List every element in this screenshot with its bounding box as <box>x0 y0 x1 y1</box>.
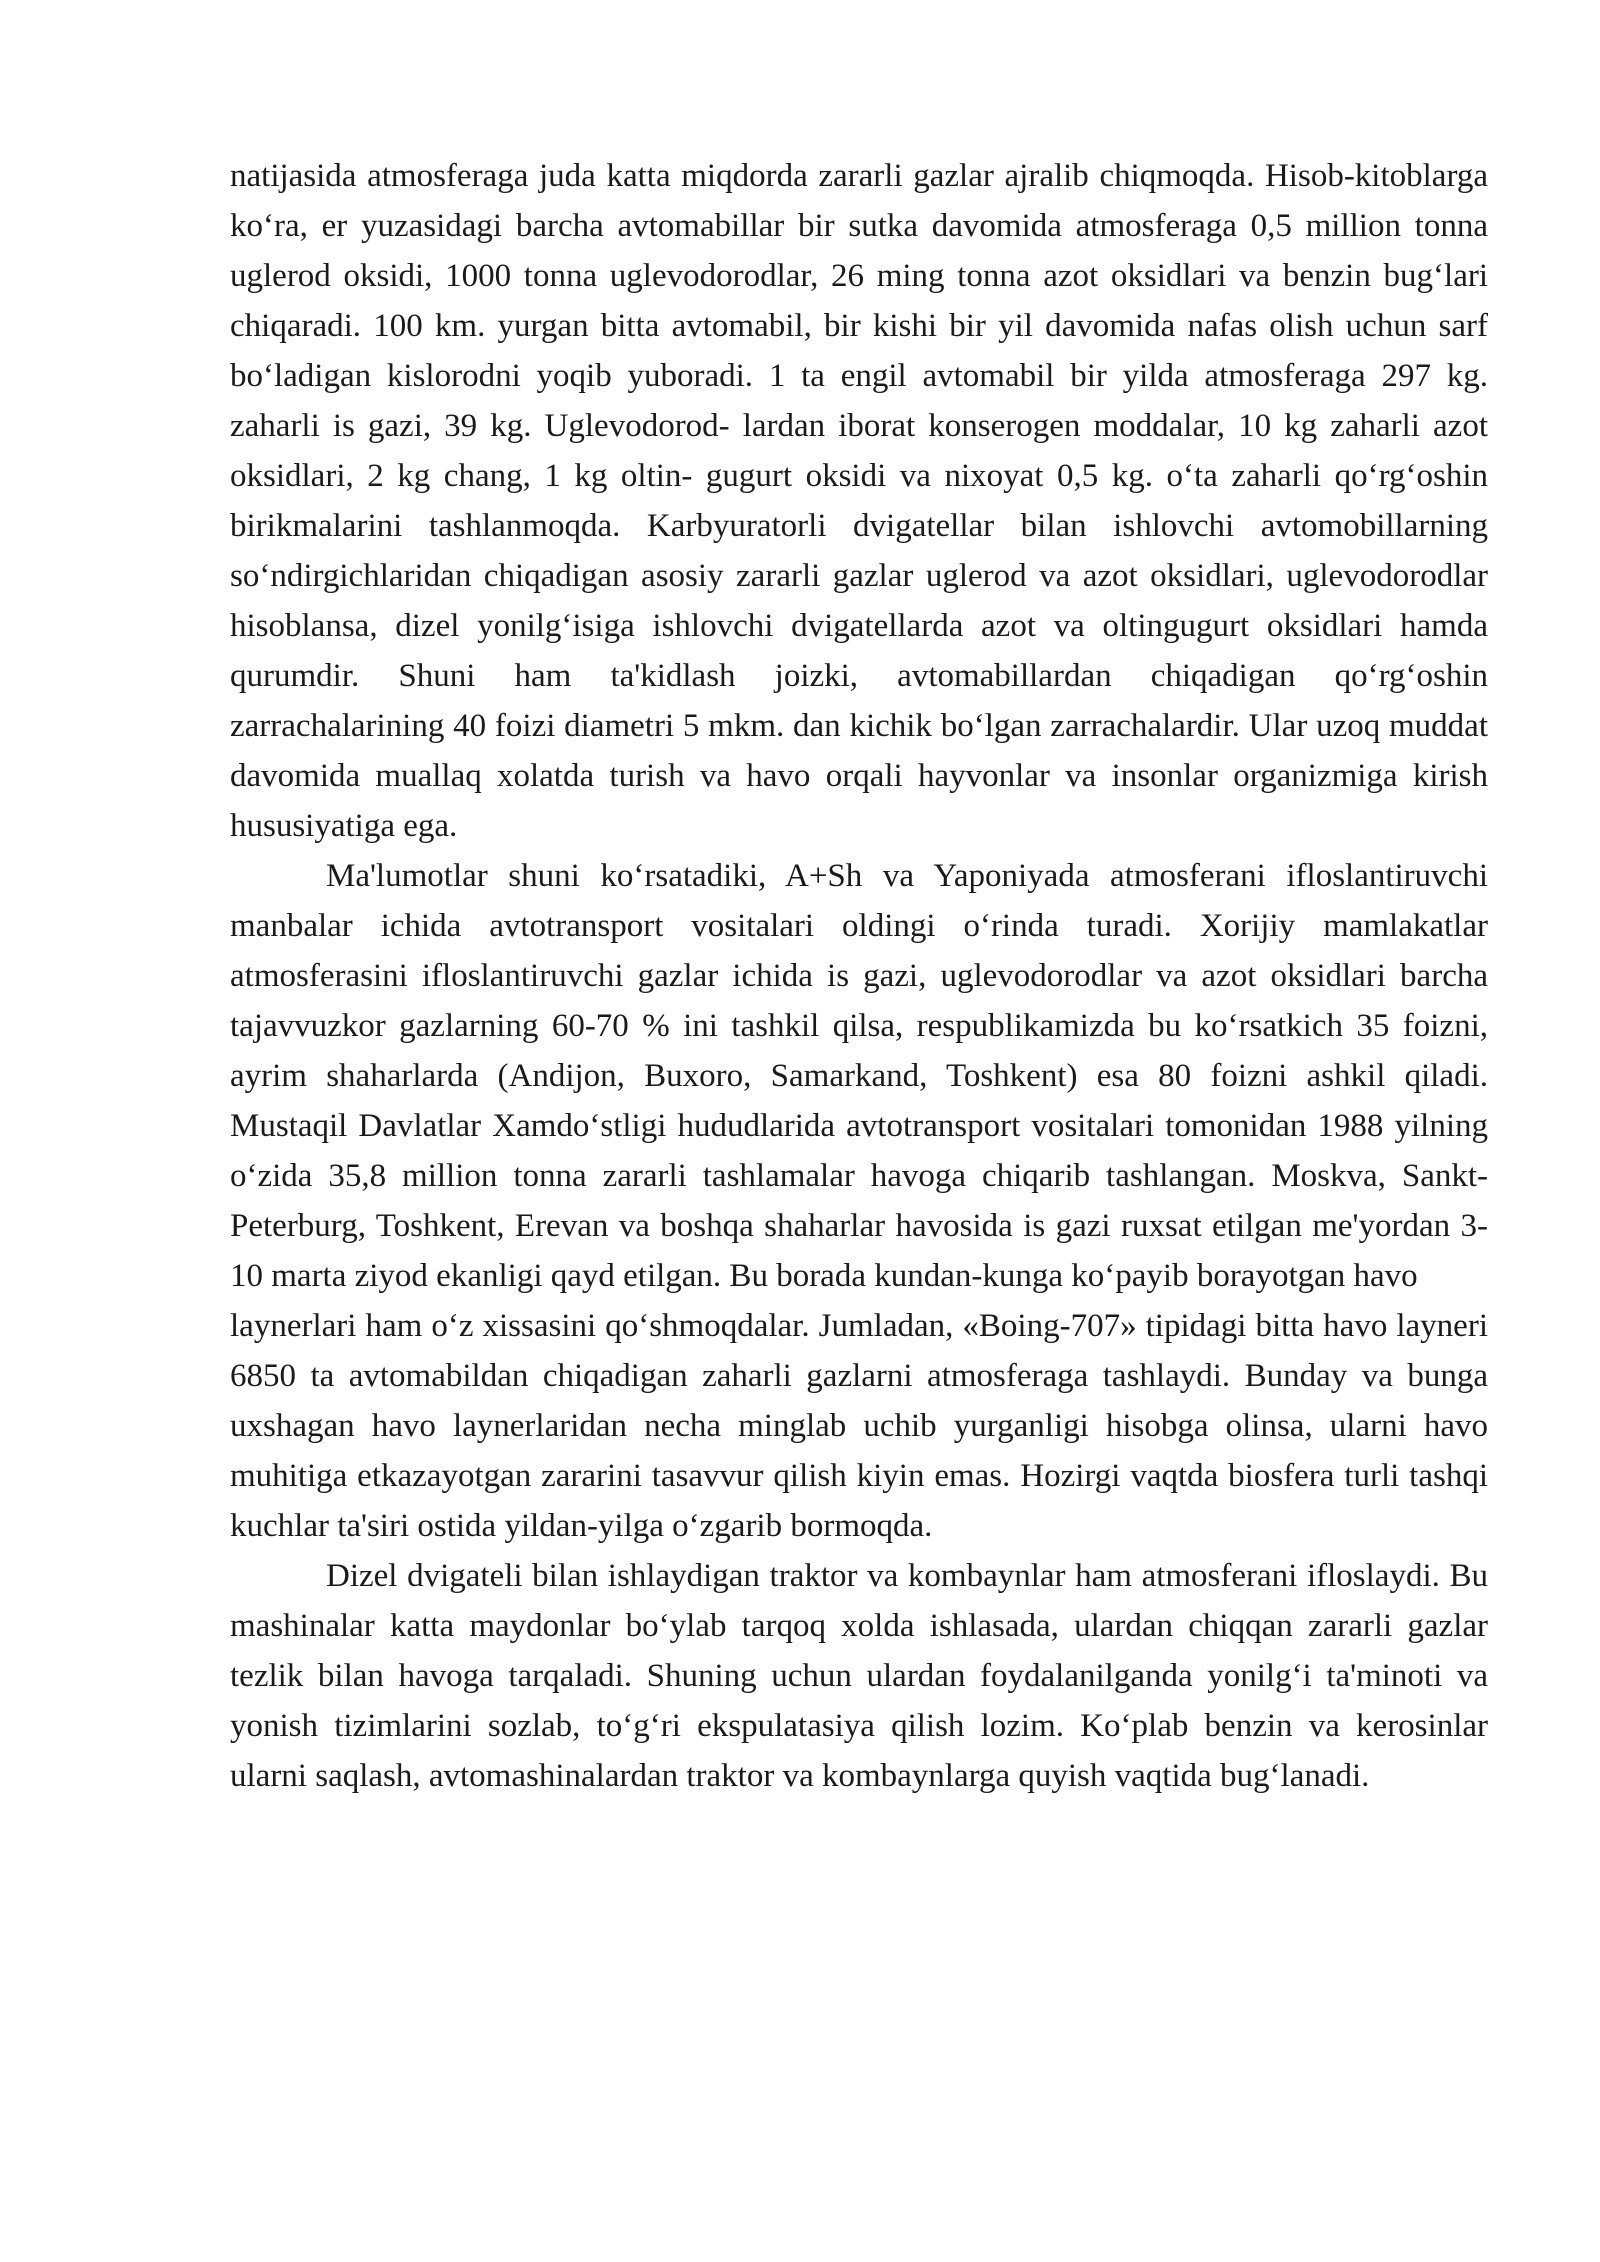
document-body <box>230 151 1488 1801</box>
paragraph-vehicle-emissions: natijasida atmosferaga juda katta miqdorda zararli gazlar ajralib chiqmoqda. Hisob-kitoblarga ko‘ra, er yuzasidagi barcha avtomabillar bir sutka davomida atmosferaga 0,5 million tonna uglerod oksidi, 1000 tonna uglevodorodlar, 26 ming tonna azot oksidlari va benzin bug‘lari chiqaradi. 100 km. yurgan bitta avtomabil, bir kishi bir yil davomida nafas olish uchun sarf bo‘ladigan kislorodni yoqib yuboradi. 1 ta engil avtomabil bir yilda atmosferaga 297 kg. zaharli is gazi, 39 kg. Uglevodorod- lardan iborat konserogen moddalar, 10 kg zaharli azot oksidlari, 2 kg chang, 1 kg oltin- gugurt oksidi va nixoyat 0,5 kg. o‘ta zaharli qo‘rg‘oshin birikmalarini tashlanmoqda. Karbyuratorli dvigatellar bilan ishlovchi avtomobillarning so‘ndirgichlaridan chiqadigan asosiy zararli gazlar uglerod va azot oksidlari, uglevodorodlar hisoblansa, dizel yonilg‘isiga ishlovchi dvigatellarda azot va oltingugurt oksidlari hamda qurumdir. Shuni ham ta'kidlash joizki, avtomabillardan chiqadigan qo‘rg‘oshin zarrachalarining 40 foizi diametri 5 mkm. dan kichik bo‘lgan zarrachalardir. Ular uzoq muddat davomida muallaq xolatda turish va havo orqali hayvonlar va insonlar organizmiga kirish hususiyatiga ega. <box>230 158 1488 844</box>
paragraph-transport-pollution-statistics: Ma'lumotlar shuni ko‘rsatadiki, A+Sh va Yaponiyada atmosferani ifloslantiruvchi manbalar ichida avtotransport vositalari oldingi o‘rinda turadi. Xorijiy mamlakatlar atmosferasini ifloslantiruvchi gazlar ichida is gazi, uglevodorodlar va azot oksidlari barcha tajavvuzkor gazlarning 60-70 % ini tashkil qilsa, respublikamizda bu ko‘rsatkich 35 foizni, ayrim shaharlarda (Andijon, Buxoro, Samarkand, Toshkent) esa 80 foizni ashkil qiladi. Mustaqil Davlatlar Xamdo‘stligi hududlarida avtotransport vositalari tomonidan 1988 yilning o‘zida 35,8 million tonna zararli tashlamalar havoga chiqarib tashlangan. Moskva, Sankt-Peterburg, Toshkent, Erevan va boshqa shaharlar havosida is gazi ruxsat etilgan me'yordan 3-10 marta ziyod ekanligi qayd etilgan. Bu borada kundan-kunga ko‘payib borayotgan havo <box>230 858 1488 1294</box>
paragraph-aircraft-emissions: laynerlari ham o‘z xissasini qo‘shmoqdalar. Jumladan, «Boing-707» tipidagi bitta havo layneri 6850 ta avtomabildan chiqadigan zaharli gazlarni atmosferaga tashlaydi. Bunday va bunga uxshagan havo laynerlaridan necha minglab uchib yurganligi hisobga olinsa, ularni havo muhitiga etkazayotgan zararini tasavvur qilish kiyin emas. Hozirgi vaqtda biosfera turli tashqi kuchlar ta'siri ostida yildan-yilga o‘zgarib bormoqda. <box>230 1308 1488 1544</box>
paragraph-diesel-machinery: Dizel dvigateli bilan ishlaydigan traktor va kombaynlar ham atmosferani ifloslaydi. Bu mashinalar katta maydonlar bo‘ylab tarqoq xolda ishlasada, ulardan chiqqan zararli gazlar tezlik bilan havoga tarqaladi. Shuning uchun ulardan foydalanilganda yonilg‘i ta'minoti va yonish tizimlarini sozlab, to‘g‘ri ekspulatasiya qilish lozim. Ko‘plab benzin va kerosinlar ularni saqlash, avtomashinalardan traktor va kombaynlarga quyish vaqtida bug‘lanadi. <box>230 1558 1488 1794</box>
